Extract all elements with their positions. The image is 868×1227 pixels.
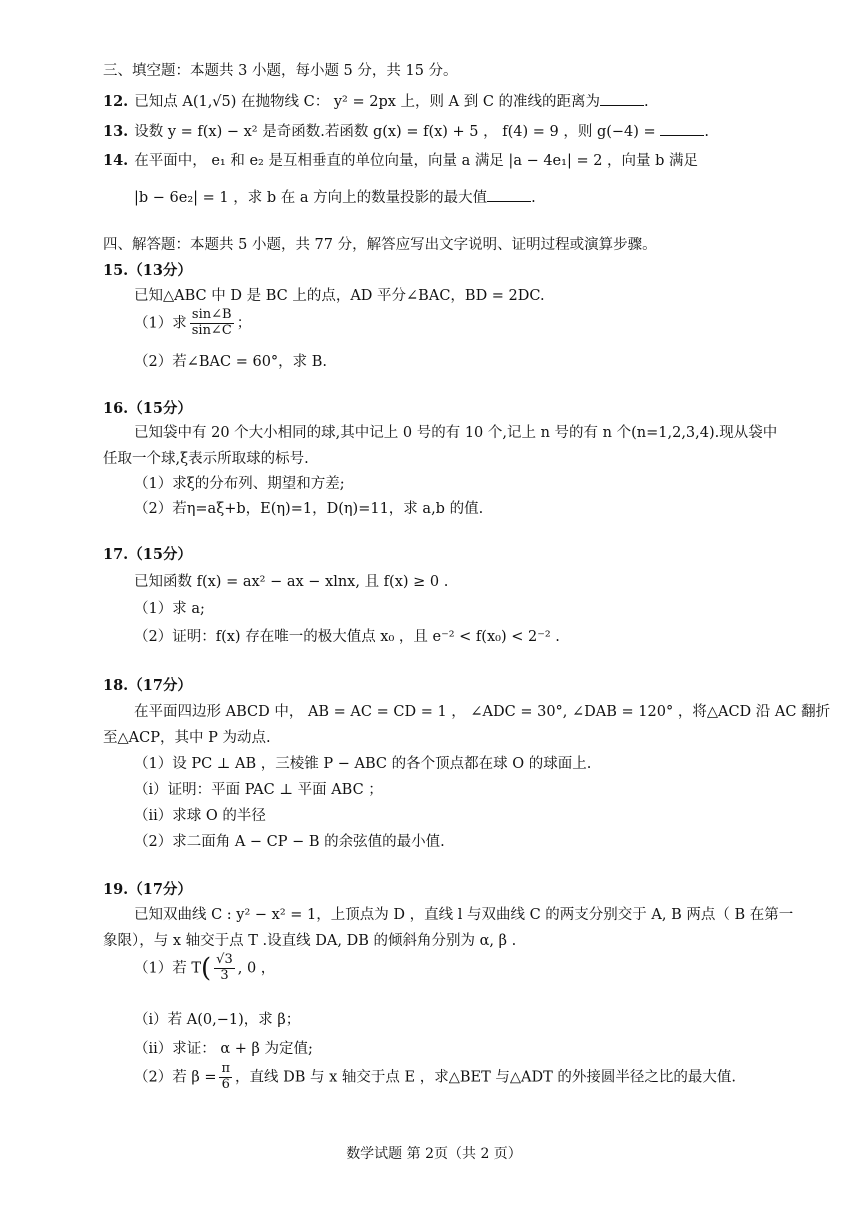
question-19-line1: 已知双曲线 C : y² − x² = 1，上顶点为 D ，直线 l 与双曲线 C 的两支分别交于 A, B 两点（ B 在第一 [134, 907, 794, 923]
question-17-stem: 已知函数 f(x) = ax² − ax − xlnx, 且 f(x) ≥ 0 . [134, 574, 449, 590]
question-14 [103, 152, 698, 170]
question-12: 12. 已知点 A(1,√5) 在抛物线 C： y² = 2px 上，则 A 到 C 的准线的距离为 . [103, 93, 649, 110]
question-number: 14. [103, 152, 129, 169]
question-text-line2: |b − 6e₂| = 1 ，求 b 在 a 方向上的数量投影的最大值 [134, 190, 488, 206]
question-text-line1: 在平面中， e₁ 和 e₂ 是互相垂直的单位向量，向量 a 满足 |a − 4e₁| = 2 ，向量 b 满足 [134, 153, 699, 169]
question-18-part2: （2）求二面角 A − CP − B 的余弦值的最小值. [134, 834, 445, 850]
fraction-denominator: sin∠C [191, 322, 232, 338]
part-label: （2）若 β = [134, 1069, 217, 1086]
question-text: 已知点 A(1,√5) 在抛物线 C： y² = 2px 上，则 A 到 C 的准线的距离为 [134, 94, 601, 110]
question-19-line2: 象限），与 x 轴交于点 T .设直线 DA, DB 的倾斜角分别为 α, β . [103, 933, 517, 949]
part-label: （1）若 T [134, 960, 202, 977]
answer-blank [660, 121, 704, 136]
section4-heading: 四、解答题：本题共 5 小题，共 77 分，解答应写出文字说明、证明过程或演算步骤。 [103, 237, 657, 253]
question-18-line2: 至△ACP，其中 P 为动点. [103, 730, 271, 746]
question-15-part2: （2）若∠BAC = 60°，求 B. [134, 354, 328, 370]
fraction-denominator: 3 [220, 967, 229, 983]
question-18-part1-i: （ⅰ）证明：平面 PAC ⊥ 平面 ABC ； [134, 782, 383, 798]
question-16-part1: （1）求ξ的分布列、期望和方差; [134, 476, 345, 492]
answer-blank [600, 91, 644, 106]
fraction-numerator: sin∠B [190, 308, 234, 324]
fraction-numerator: π [221, 1061, 231, 1076]
question-19-part1 [134, 953, 275, 984]
part-suffix: , 0 ， [237, 960, 276, 977]
question-19-part2 [134, 1062, 736, 1093]
fraction [190, 308, 234, 339]
question-17-part2: （2）证明：f(x) 存在唯一的极大值点 x₀ ，且 e⁻² < f(x₀) < 2⁻² . [134, 629, 560, 645]
fraction [219, 1062, 232, 1093]
question-16-line2: 任取一个球,ξ表示所取球的标号. [103, 451, 309, 467]
question-15-header: 15.（13分） [103, 262, 192, 279]
fraction-numerator: √3 [216, 952, 233, 967]
part-label: （1）求 [134, 315, 187, 332]
question-19-part1-i: （ⅰ）若 A(0,−1)，求 β； [134, 1012, 301, 1028]
question-18-line1: 在平面四边形 ABCD 中， AB = AC = CD = 1 ， ∠ADC = 30°, ∠DAB = 120° ，将△ACD 沿 AC 翻折 [134, 704, 831, 720]
question-number: 13. [103, 123, 129, 140]
question-19-part1-ii: （ⅱ）求证： α + β 为定值; [134, 1041, 313, 1057]
question-18-part1-ii: （ⅱ）求球 O 的半径 [134, 808, 266, 824]
question-number: 12. [103, 93, 129, 110]
fraction-denominator: 6 [221, 1076, 230, 1092]
question-15-part1 [134, 308, 251, 339]
answer-blank [487, 187, 531, 202]
question-18-part1: （1）设 PC ⊥ AB ，三棱锥 P − ABC 的各个顶点都在球 O 的球面上. [134, 756, 592, 772]
question-18-header: 18.（17分） [103, 677, 192, 694]
left-paren: ( [201, 953, 212, 984]
fraction [214, 953, 235, 984]
question-17-header: 17.（15分） [103, 546, 192, 563]
question-13: 13. 设数 y = f(x) − x² 是奇函数.若函数 g(x) = f(x) + 5 ， f(4) = 9 ，则 g(−4) = . [103, 123, 709, 140]
question-text: 设数 y = f(x) − x² 是奇函数.若函数 g(x) = f(x) + 5 ， f(4) = 9 ，则 g(−4) = [134, 124, 656, 140]
question-16-part2: （2）若η=aξ+b，E(η)=1，D(η)=11，求 a,b 的值. [134, 501, 484, 517]
question-16-line1: 已知袋中有 20 个大小相同的球,其中记上 0 号的有 10 个,记上 n 号的有 n 个(n=1,2,3,4).现从袋中 [134, 425, 778, 441]
section3-heading: 三、填空题：本题共 3 小题，每小题 5 分，共 15 分。 [103, 63, 458, 79]
part-suffix: ； [236, 315, 252, 332]
question-15-stem: 已知△ABC 中 D 是 BC 上的点，AD 平分∠BAC，BD = 2DC. [134, 288, 545, 304]
question-14-line2: |b − 6e₂| = 1 ，求 b 在 a 方向上的数量投影的最大值 . [134, 187, 536, 207]
part-suffix: ，直线 DB 与 x 轴交于点 E ，求△BET 与△ADT 的外接圆半径之比的最大值. [235, 1069, 737, 1086]
page-footer: 数学试题 第 2页（共 2 页） [346, 1146, 522, 1162]
question-17-part1: （1）求 a; [134, 601, 205, 617]
question-19-header: 19.（17分） [103, 881, 192, 898]
question-16-header: 16.（15分） [103, 400, 192, 417]
